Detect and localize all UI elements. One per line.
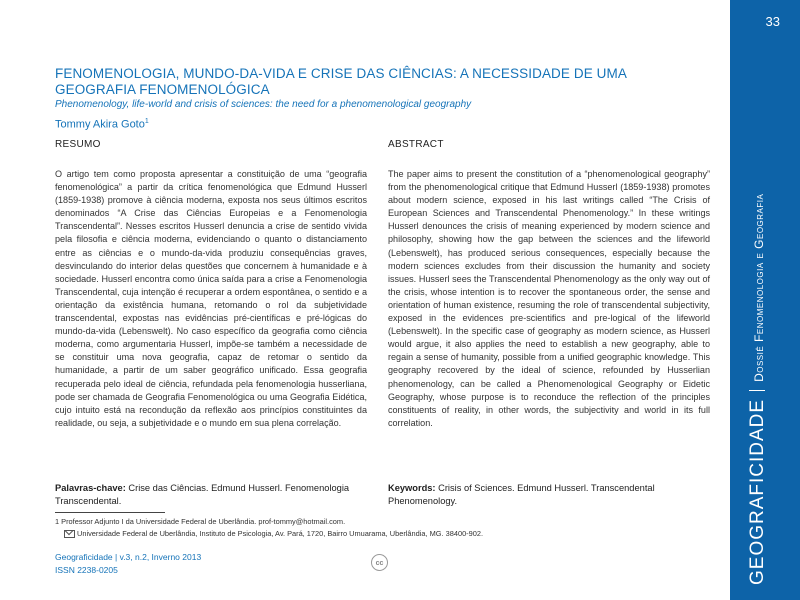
abstract-text: The paper aims to present the constitution of a “phenomenological geography” from the phenomenological critique that Edmund Husserl (1859-1938) promotes about modern science, exposed in his last writings called “The Crisis of European Sciences and Transcendental Phenomenology.” In these writings Husserl denounces the crisis of meaning experienced by modern science and philosophy, showing how the gap between the sciences and the lifeworld (Lebenswelt), has produced serious consequences, especially because the modern sciences excludes from their discussion the humanity and society issues. Husserl sees the Transcendental Phenomenology as the only way out of the crisis, whose intention is to recover the spontaneous order, the sense and orientation of human existence, resuming the role of transcendental subjectivity, exposed in the evidences pre-scientifics and pre-logical of the lifeworld (Lebenswelt). In the specific case of geography as modern science, as Husserl would argue, it also applies the need to establish a new geography, able to regain a sense of humanity, possible from a unified geographic knowledge. This geography recovered by the ideal of science, refounded by Husserlian phenomenology, can be called a Phenomenological Geography or Eidetic Geography, whose purpose is to reconduce the reflection of the principles constituents of reality, in other words, the subjectivity and world in its full correlation. xyxy=(388,169,710,428)
author-footnote-mark: 1 xyxy=(144,118,149,125)
journal-name: GEOGRAFICIDADE xyxy=(747,398,768,585)
article-subtitle: Phenomenology, life-world and crisis of sciences: the need for a phenomenological geography xyxy=(55,99,472,110)
resumo-keywords-text: Crise das Ciências. Edmund Husserl. Fenomenologia Transcendental. xyxy=(55,483,350,506)
resumo-text: O artigo tem como proposta apresentar a constituição de uma “geografia fenomenológica” a partir da crítica fenomenológica que Edmund Husserl (1859-1938) promove à ciência moderna, exposta nos seus últimos escritos denominados “A Crise das Ciências Europeias e a Fenomenologia Transcendental”. Nesses escritos Husserl denuncia a crise de sentido vivida pela filosofia e ciência moderna, evidenciando o quanto o distanciamento entre as ciências e o mundo-da-vida produziu consequências graves, desvinculando do interior delas questões que concernem à humanidade e à sociedade. Husserl encontra como única saída para a crise a Fenomenologia Transcendental, cuja intenção é recuperar a ordem espontânea, o sentido e a orientação da existência humana, retomando o rol da subjetividade transcendental, expostas nas evidências pré-científicas e pré-lógicas do mundo-da-vida (Lebenswelt). No caso específico da geografia como ciência moderna, como argumentaria Husserl, impõe-se também a necessidade de se constituir uma nova geografia, capaz de retomar o sentido da humanidade, a partir de um saber geográfico unificado. Essa geografia recuperada pelo ideal de ciência, refundada pela fenomenologia husserliana, pode ser chamada de Geografia Fenomenológica ou uma Geografia Eidética, cujo intuito está na recondução da reflexão aos princípios constituintes da realidade, ou seja, a subjetividade e o mundo em sua plena correlação. xyxy=(55,169,367,428)
footnote-2-text: Universidade Federal de Uberlândia, Instituto de Psicologia, Av. Pará, 1720, Bairro Umuarama, Uberlândia, MG. 38400-902. xyxy=(77,529,484,538)
resumo-keywords-label: Palavras-chave: xyxy=(55,483,126,493)
separator xyxy=(749,390,765,391)
journal-info-issn: ISSN 2238-0205 xyxy=(55,565,118,575)
abstract-heading: ABSTRACT xyxy=(388,139,444,150)
resumo-heading: RESUMO xyxy=(55,139,101,150)
footnote-rule xyxy=(55,512,165,513)
resumo-keywords xyxy=(55,482,367,508)
creative-commons-icon: cc xyxy=(371,554,388,571)
sidebar-journal-title xyxy=(747,25,781,585)
author-name xyxy=(55,118,149,131)
abstract-keywords-label: Keywords: xyxy=(388,483,436,493)
footnote-2 xyxy=(64,529,483,538)
footnote-1: 1 Professor Adjunto I da Universidade Federal de Uberlândia. prof-tommy@hotmail.com. xyxy=(55,517,346,526)
journal-info-line1: Geograficidade | v.3, n.2, Inverno 2013 xyxy=(55,552,202,562)
mail-icon xyxy=(64,530,75,538)
author-name-text: Tommy Akira Goto xyxy=(55,118,145,131)
section-name: Dossiê Fenomenologia e Geografia xyxy=(752,193,766,382)
article-title: FENOMENOLOGIA, MUNDO-DA-VIDA E CRISE DAS CIÊNCIAS: A NECESSIDADE DE UMA GEOGRAFIA FENOMENOLÓGICA xyxy=(55,66,627,97)
page-number: 33 xyxy=(765,14,780,29)
abstract-keywords xyxy=(388,482,710,508)
abstract-keywords-text: Crisis of Sciences. Edmund Husserl. Transcendental Phenomenology. xyxy=(388,483,655,506)
